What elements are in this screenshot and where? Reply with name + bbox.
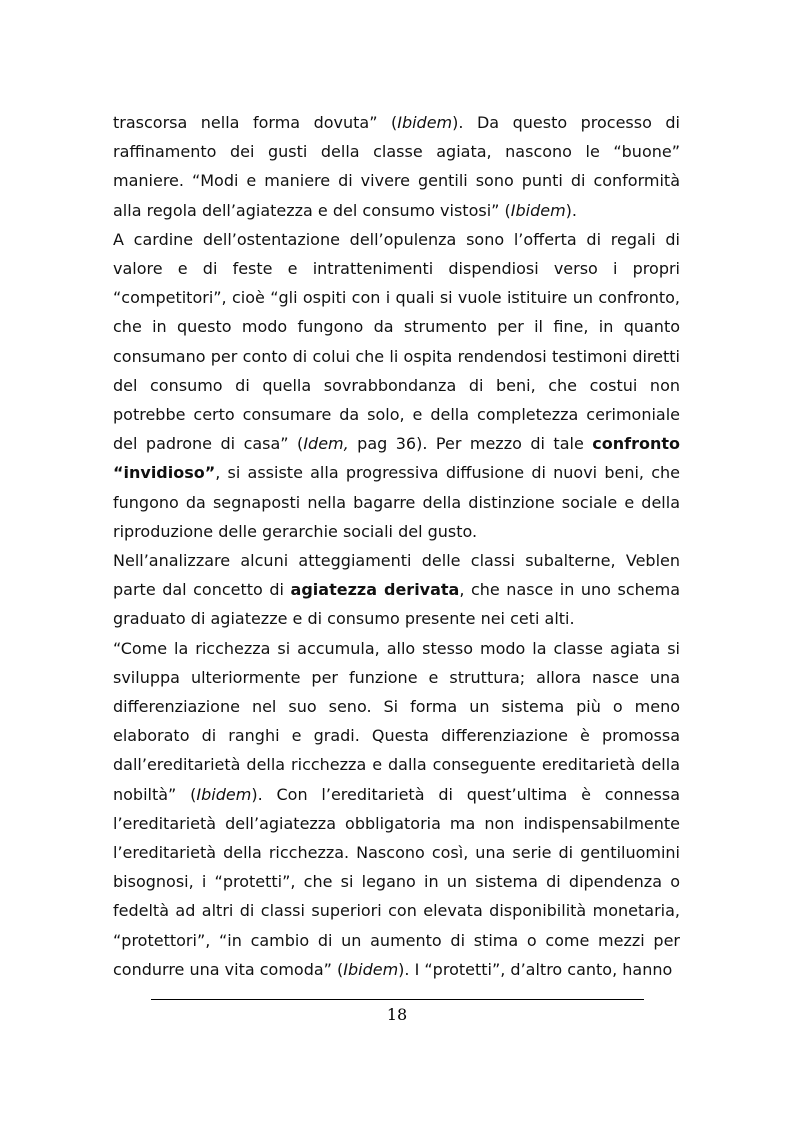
text-run: A cardine dell’ostentazione dell’opulenza sono l’offerta di regali di valore e di feste e intrattenimenti dispendiosi verso i propri “competitori”, cioè “gli ospiti con i quali si vuole istituire un confronto, che in questo modo fungono da strumento per il fine, in quanto consumano per conto di colui che li ospita rendendosi testimoni diretti del consumo di quella sovrabbondanza di beni, che costui non potrebbe certo consumare da solo, e della completezza cerimoniale del padrone di casa” ( <box>113 229 680 454</box>
body-text <box>113 108 680 984</box>
text-run: ). <box>565 200 577 220</box>
paragraph <box>113 225 680 546</box>
footer-rule <box>151 999 644 1000</box>
text-run: ). Da questo processo di raffinamento dei gusti della classe agiata, nascono le “buone” maniere. “Modi e maniere di vivere gentili sono punti di conformità alla regola dell’agiatezza e del consumo vistosi” ( <box>113 113 680 220</box>
paragraph <box>113 108 680 225</box>
text-run: Nell’analizzare alcuni atteggiamenti delle classi subalterne, Veblen parte dal concetto di <box>113 551 680 600</box>
bold-term: confronto “invidioso” <box>113 434 681 483</box>
text-run: ). I “protetti”, d’altro canto, hanno <box>398 959 673 979</box>
text-run: ). Con l’ereditarietà di quest’ultima è connessa l’ereditarietà dell’agiatezza obbligatoria ma non indispensabilmente l’ereditarietà della ricchezza. Nascono così, una serie di gentiluomini bisognosi, i “protetti”, che si legano in un sistema di dipendenza o fedeltà ad altri di classi superiori con elevata disponibilità monetaria, “protettori”, “in cambio di un aumento di stima o come mezzi per condurre una vita comoda” ( <box>113 784 680 979</box>
text-run: pag 36). Per mezzo di tale <box>348 434 593 454</box>
text-run: , che nasce in uno schema graduato di agiatezze e di consumo presente nei ceti alti. <box>113 580 681 629</box>
italic-citation: Ibidem <box>510 200 566 220</box>
italic-citation: Ibidem <box>343 959 399 979</box>
page-number: 18 <box>386 1005 408 1024</box>
text-run: “Come la ricchezza si accumula, allo stesso modo la classe agiata si sviluppa ulteriormente per funzione e struttura; allora nasce una differenziazione nel suo seno. Si forma un sistema più o meno elaborato di ranghi e gradi. Questa differenziazione è promossa dall’ereditarietà della ricchezza e dalla conseguente ereditarietà della nobiltà” ( <box>113 638 680 804</box>
paragraph <box>113 634 680 984</box>
text-run: trascorsa nella forma dovuta” ( <box>113 113 398 132</box>
bold-term: agiatezza derivata <box>290 580 460 600</box>
italic-citation: Ibidem <box>196 784 252 804</box>
italic-citation: Idem, <box>303 434 349 454</box>
paragraph <box>113 546 680 634</box>
text-run: , si assiste alla progressiva diffusione di nuovi beni, che fungono da segnaposti nella bagarre della distinzione sociale e della riproduzione delle gerarchie sociali del gusto. <box>113 463 680 541</box>
italic-citation: Ibidem <box>397 113 453 132</box>
